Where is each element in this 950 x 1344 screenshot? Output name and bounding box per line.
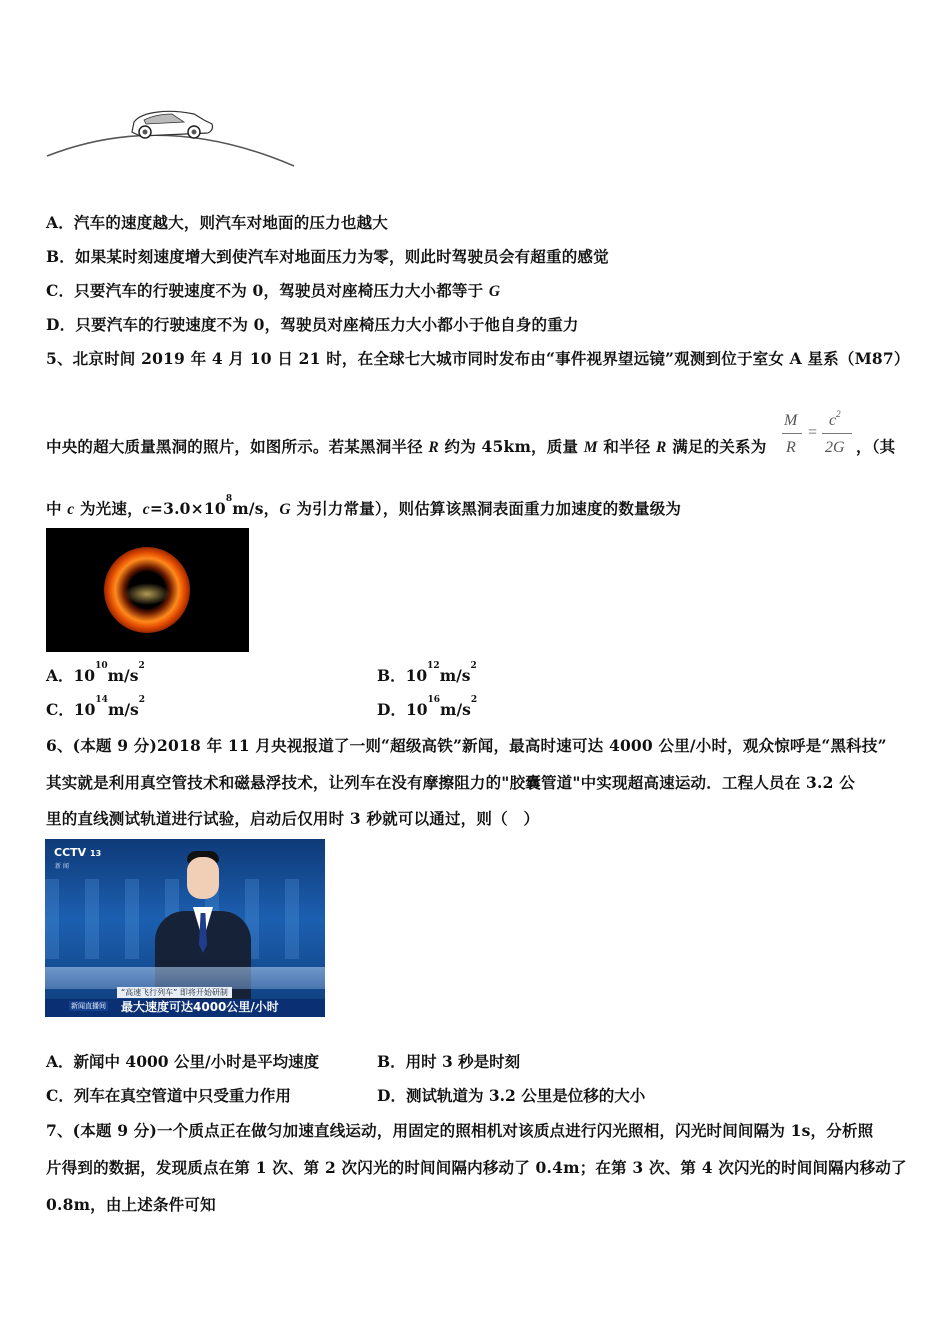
q4-option-a: A．汽车的速度越大，则汽车对地面的压力也越大 xyxy=(46,213,388,232)
q5-option-c: C．$10^{14}m/s^2$ xyxy=(46,695,146,719)
q6-stem-line1: 6、(本题 9 分)2018 年 11 月央视报道了一则“超级高铁”新闻，最高时速可达 4000 公里/小时，观众惊呼是“黑科技” xyxy=(46,736,887,755)
q7-stem-line3: 0.8m，由上述条件可知 xyxy=(46,1195,216,1214)
q4-option-c: C．只要汽车的行驶速度不为 0，驾驶员对座椅压力大小都等于 G xyxy=(46,281,501,300)
ticker-small: “高速飞行列车” 即将开始研制 xyxy=(117,987,232,998)
q4-option-b: B．如果某时刻速度增大到使汽车对地面压力为零，则此时驾驶员会有超重的感觉 xyxy=(46,247,609,266)
q5-option-b: B．$10^{12}m/s^2$ xyxy=(377,661,477,685)
q6-stem-line2: 其实就是利用真空管技术和磁悬浮技术，让列车在没有摩擦阻力的"胶囊管道"中实现超高速运动．工程人员在 3.2 公 xyxy=(46,773,855,792)
q7-stem-line2: 片得到的数据，发现质点在第 1 次、第 2 次闪光的时间间隔内移动了 0.4m；在第 3 次、第 4 次闪光的时间间隔内移动了 xyxy=(46,1158,907,1177)
q5-option-d: D．$10^{16}m/s^2$ xyxy=(377,695,478,719)
q5-stem-line2: 中央的超大质量黑洞的照片，如图所示。若某黑洞半径 R 约为 45km，质量 M 和半径 R 满足的关系为 xyxy=(46,437,767,456)
q5-option-a: A．$10^{10}m/s^2$ xyxy=(46,661,145,685)
q5-stem-line2-tail: ，（其 xyxy=(856,437,896,456)
car-on-arch-figure xyxy=(44,100,300,172)
q6-option-d: D．测试轨道为 3.2 公里是位移的大小 xyxy=(377,1086,646,1105)
q5-stem-line3: 中 c 为光速，$c=3.0\times 10^8m/s$，G 为引力常量），则估算该黑洞表面重力加速度的数量级为 xyxy=(46,494,682,518)
ticker-tag: 新闻直播间 xyxy=(71,1002,106,1010)
q6-option-b: B．用时 3 秒是时刻 xyxy=(377,1052,521,1071)
q5-stem-line1: 5、北京时间 2019 年 4 月 10 日 21 时，在全球七大城市同时发布由“事件视界望远镜”观测到位于室女 A 星系（M87） xyxy=(46,349,910,368)
cctv-logo: CCTV 13 xyxy=(54,846,102,859)
q6-stem-line3: 里的直线测试轨道进行试验，启动后仅用时 3 秒就可以通过，则（ ） xyxy=(46,809,540,828)
black-hole-image xyxy=(46,528,249,652)
q6-option-c: C．列车在真空管道中只受重力作用 xyxy=(46,1086,291,1105)
cctv-news-image: CCTV 13 新 闻 “高速飞行列车” 即将开始研制 新闻直播间 最大速度可达4000公里/小时 xyxy=(45,839,325,1017)
ticker-big: 最大速度可达4000公里/小时 xyxy=(121,1000,279,1014)
q4-option-d: D．只要汽车的行驶速度不为 0，驾驶员对座椅压力大小都小于他自身的重力 xyxy=(46,315,579,334)
q7-stem-line1: 7、(本题 9 分)一个质点正在做匀加速直线运动，用固定的照相机对该质点进行闪光照相，闪光时间间隔为 1s，分析照 xyxy=(46,1121,874,1140)
news-desk xyxy=(45,967,325,989)
car-icon xyxy=(132,111,213,138)
q6-option-a: A．新闻中 4000 公里/小时是平均速度 xyxy=(46,1052,320,1071)
